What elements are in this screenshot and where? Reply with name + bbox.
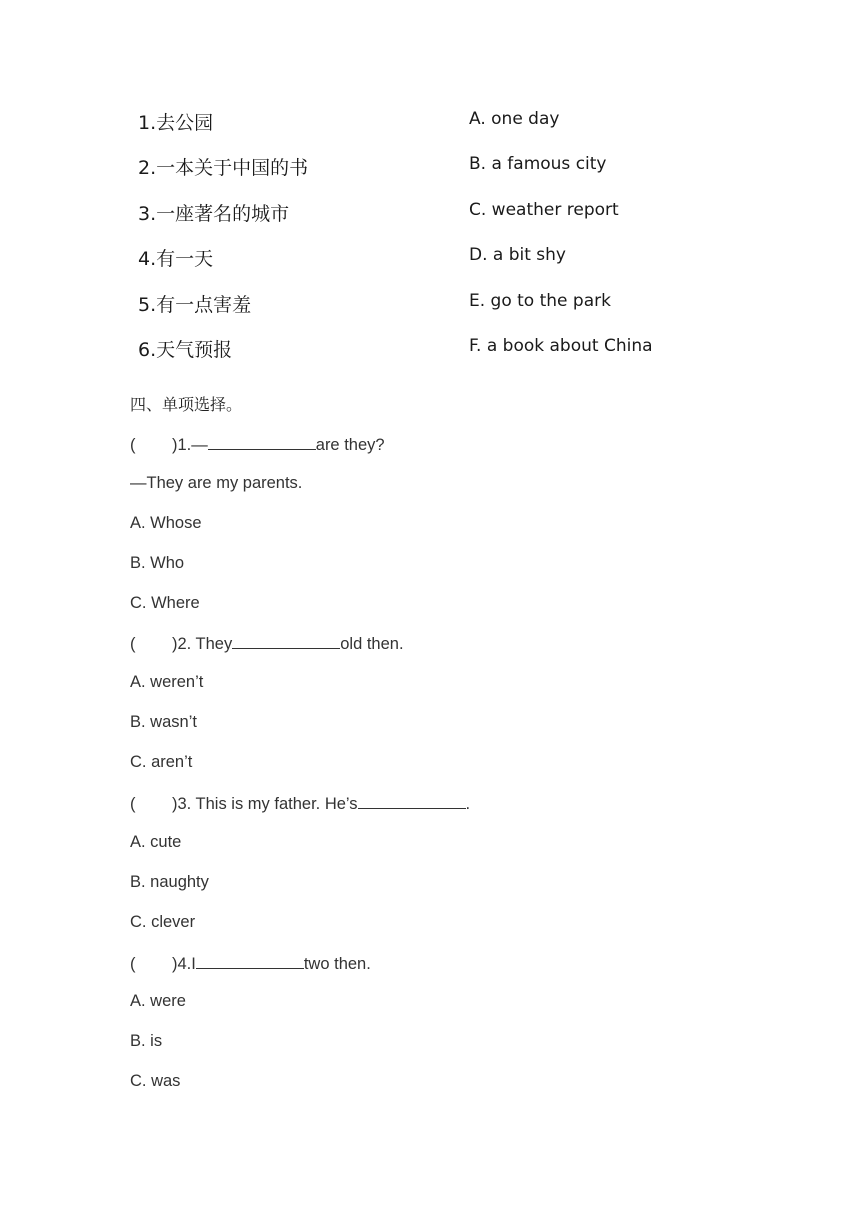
matching-chinese-item: 1.去公园 <box>138 112 214 134</box>
answer-option: A. were <box>130 992 186 1011</box>
matching-row <box>138 290 698 335</box>
matching-row <box>138 108 698 153</box>
question-text-end: two then. <box>303 954 371 973</box>
question-text: )1.— <box>172 436 208 454</box>
answer-blank <box>232 632 340 649</box>
answer-option: C. Where <box>130 593 200 612</box>
answer-blank <box>196 952 304 969</box>
matching-chinese-item: 3.一座著名的城市 <box>138 202 290 225</box>
answer-bracket: ( <box>130 954 136 973</box>
answer-option: A. Whose <box>130 513 202 532</box>
answer-option: A. weren’t <box>130 673 204 692</box>
matching-row <box>138 153 698 198</box>
matching-row <box>138 335 698 380</box>
question-text: )3. This is my father. He’s <box>172 795 358 814</box>
matching-row <box>138 244 698 289</box>
question-text-end: . <box>465 795 471 814</box>
question-text-end: are they? <box>315 436 385 454</box>
matching-exercise <box>138 108 698 380</box>
question-stem <box>130 952 730 992</box>
question-stem <box>130 792 730 832</box>
question-text: )2. They <box>172 635 233 654</box>
matching-row <box>138 199 698 244</box>
answer-bracket: ( <box>130 635 136 654</box>
answer-option: B. naughty <box>130 872 209 891</box>
matching-english-option: E. go to the park <box>469 290 611 311</box>
matching-english-option: F. a book about China <box>469 335 653 356</box>
answer-option: C. was <box>130 1072 181 1091</box>
answer-blank <box>358 792 466 809</box>
matching-english-option: A. one day <box>469 109 560 129</box>
matching-english-option: D. a bit shy <box>469 245 566 266</box>
question-stem <box>130 433 730 473</box>
answer-bracket: ( <box>130 795 136 814</box>
answer-option: A. cute <box>130 832 182 851</box>
question-text-end: old then. <box>340 635 404 654</box>
section-heading: 四、单项选择。 <box>130 395 243 414</box>
matching-chinese-item: 4.有一天 <box>138 248 214 271</box>
answer-option: C. aren’t <box>130 753 193 772</box>
answer-option: B. wasn’t <box>130 713 197 732</box>
dialogue-response: —They are my parents. <box>130 473 303 492</box>
answer-bracket: ( <box>130 436 136 454</box>
answer-option: B. Who <box>130 553 185 572</box>
question-text: )4.I <box>172 954 196 973</box>
answer-option: C. clever <box>130 912 196 931</box>
answer-blank <box>208 433 316 450</box>
multiple-choice-section <box>130 433 730 1111</box>
matching-chinese-item: 2.一本关于中国的书 <box>138 157 309 180</box>
matching-chinese-item: 5.有一点害羞 <box>138 293 252 316</box>
matching-chinese-item: 6.天气预报 <box>138 338 233 361</box>
question-stem <box>130 632 730 672</box>
matching-english-option: B. a famous city <box>469 154 607 175</box>
matching-english-option: C. weather report <box>469 199 619 220</box>
answer-option: B. is <box>130 1032 163 1051</box>
